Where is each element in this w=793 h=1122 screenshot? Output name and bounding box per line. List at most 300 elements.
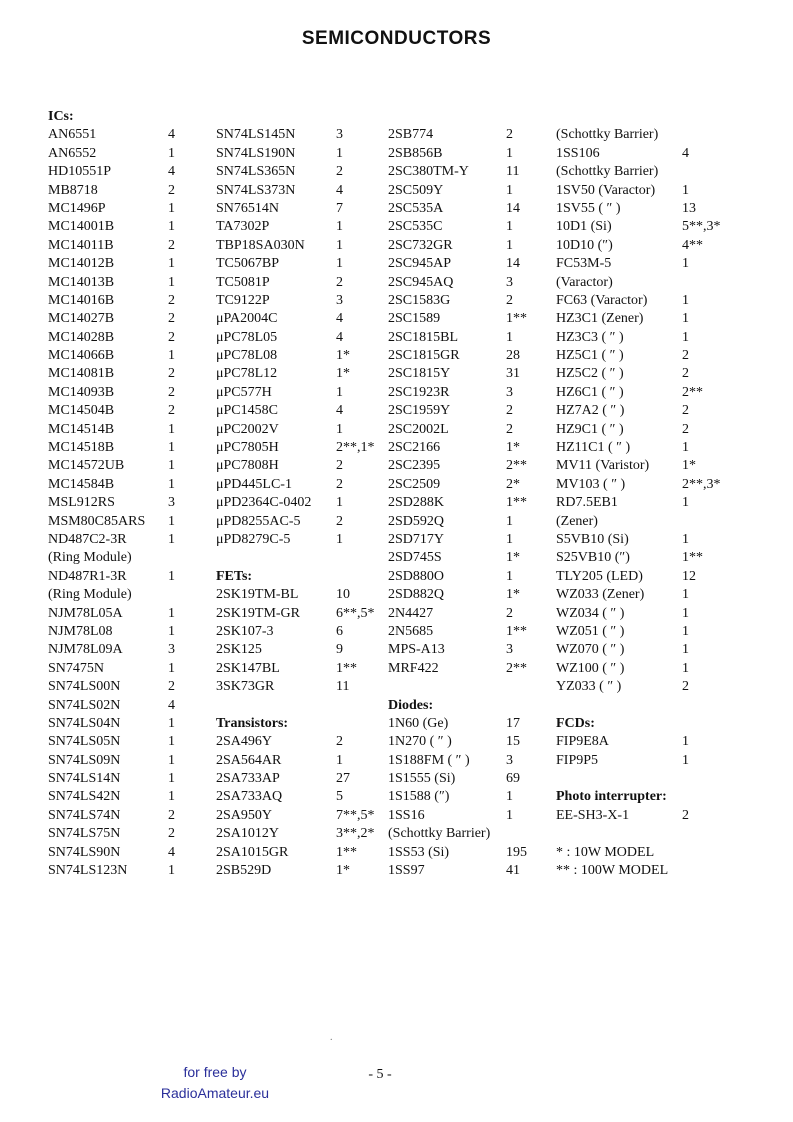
part-row — [48, 531, 198, 549]
part-quantity: 28 — [506, 348, 520, 364]
part-row — [48, 310, 198, 328]
part-name: MC14011B — [48, 237, 114, 253]
part-row — [216, 200, 386, 218]
part-name: (Ring Module) — [48, 587, 132, 603]
part-row — [556, 660, 781, 678]
part-row — [388, 788, 553, 806]
part-row — [48, 218, 198, 236]
part-name: μPC78L12 — [216, 366, 278, 382]
part-row — [556, 108, 781, 126]
part-quantity: 1 — [506, 145, 513, 161]
part-quantity: 15 — [506, 734, 520, 750]
part-name: SN74LS00N — [48, 679, 121, 695]
part-row — [216, 145, 386, 163]
part-row — [388, 586, 553, 604]
part-quantity: 3 — [506, 274, 513, 290]
part-quantity: 27 — [336, 771, 350, 787]
part-row — [216, 237, 386, 255]
part-quantity: 4 — [168, 844, 175, 860]
part-row — [48, 697, 198, 715]
part-name: TC5081P — [216, 274, 270, 290]
part-quantity: 1 — [168, 440, 175, 456]
part-row — [48, 513, 198, 531]
part-name: NJM78L05A — [48, 605, 123, 621]
part-quantity: 1* — [682, 458, 696, 474]
part-quantity: 1 — [336, 219, 343, 235]
part-name: μPC577H — [216, 384, 272, 400]
part-row — [48, 457, 198, 475]
part-quantity: 6 — [336, 623, 343, 639]
part-quantity: 2* — [506, 476, 520, 492]
part-row — [48, 274, 198, 292]
part-row — [388, 218, 553, 236]
part-row — [216, 494, 386, 512]
part-quantity: 1 — [336, 752, 343, 768]
part-quantity: 1 — [168, 274, 175, 290]
part-row — [216, 825, 386, 843]
part-name: 2SC2395 — [388, 458, 441, 474]
part-quantity: 1 — [336, 256, 343, 272]
part-name: (Schottky Barrier) — [556, 127, 659, 143]
part-name: 2SC2002L — [388, 421, 449, 437]
part-row — [388, 310, 553, 328]
part-name: 1SS97 — [388, 863, 425, 879]
part-name: 2SA733AQ — [216, 789, 283, 805]
part-name: SN74LS74N — [48, 807, 121, 823]
part-name: HZ6C1 ( ″ ) — [556, 384, 624, 400]
part-name: SN74LS75N — [48, 826, 121, 842]
part-name: MC14504B — [48, 403, 115, 419]
part-name: SN74LS14N — [48, 771, 121, 787]
part-row — [556, 825, 781, 843]
part-row — [388, 126, 553, 144]
part-quantity: 1 — [168, 348, 175, 364]
part-row — [556, 439, 781, 457]
part-name: MC14012B — [48, 256, 115, 272]
part-quantity: 1 — [168, 513, 175, 529]
part-name: TC9122P — [216, 292, 270, 308]
part-row — [556, 255, 781, 273]
part-name: MC14572UB — [48, 458, 125, 474]
part-row — [48, 476, 198, 494]
part-quantity: 2 — [506, 421, 513, 437]
part-quantity: 1 — [682, 660, 689, 676]
part-name: MC1496P — [48, 200, 106, 216]
part-name: YZ033 ( ″ ) — [556, 679, 622, 695]
part-row — [216, 292, 386, 310]
part-name: SN74LS42N — [48, 789, 121, 805]
part-name: 2SC945AQ — [388, 274, 454, 290]
part-row — [216, 457, 386, 475]
part-name: 2SC732GR — [388, 237, 453, 253]
part-name: 2SB529D — [216, 863, 272, 879]
part-row — [48, 825, 198, 843]
part-row — [556, 182, 781, 200]
part-quantity: 2 — [506, 403, 513, 419]
part-row — [388, 365, 553, 383]
part-row — [388, 200, 553, 218]
part-name: HZ11C1 ( ″ ) — [556, 440, 631, 456]
part-row — [556, 678, 781, 696]
part-row — [388, 641, 553, 659]
part-row — [388, 660, 553, 678]
part-name: RD7.5EB1 — [556, 495, 618, 511]
part-quantity: 4** — [682, 237, 703, 253]
part-name: 2SC945AP — [388, 256, 452, 272]
part-name: 2SC1815GR — [388, 348, 460, 364]
part-quantity: 1 — [168, 734, 175, 750]
part-name: HZ3C1 (Zener) — [556, 311, 644, 327]
part-name: MB8718 — [48, 182, 98, 198]
part-name: SN74LS123N — [48, 863, 128, 879]
part-quantity: 2 — [506, 605, 513, 621]
part-name: MC14093B — [48, 384, 115, 400]
part-quantity: 1 — [506, 789, 513, 805]
part-quantity: 69 — [506, 771, 520, 787]
part-name: 1S1555 (Si) — [388, 771, 456, 787]
part-name: 2SC1583G — [388, 292, 451, 308]
part-row — [388, 825, 553, 843]
part-quantity: 10 — [336, 587, 350, 603]
part-row — [388, 807, 553, 825]
part-quantity: 2 — [336, 164, 343, 180]
part-row — [48, 586, 198, 604]
part-name: 2SA1012Y — [216, 826, 280, 842]
part-quantity: 1 — [682, 292, 689, 308]
part-row — [216, 660, 386, 678]
section-heading: ICs: — [48, 109, 74, 124]
part-quantity: 2 — [168, 807, 175, 823]
part-name: 1S188FM ( ″ ) — [388, 752, 470, 768]
part-name: SN74LS373N — [216, 182, 296, 198]
part-row — [556, 586, 781, 604]
part-name: S5VB10 (Si) — [556, 531, 629, 547]
part-quantity: 1 — [682, 623, 689, 639]
part-quantity: 1* — [336, 348, 350, 364]
part-quantity: 2 — [336, 274, 343, 290]
part-quantity: 2 — [168, 329, 175, 345]
part-row — [48, 862, 198, 880]
part-quantity: 1* — [506, 550, 520, 566]
part-name: 1N270 ( ″ ) — [388, 734, 452, 750]
part-quantity: 2 — [168, 366, 175, 382]
part-quantity: 1 — [682, 311, 689, 327]
part-quantity: 3 — [336, 127, 343, 143]
part-row — [48, 623, 198, 641]
part-row — [216, 513, 386, 531]
part-row — [556, 549, 781, 567]
part-quantity: 1** — [506, 495, 527, 511]
part-quantity: 1* — [506, 587, 520, 603]
part-quantity: 1 — [336, 145, 343, 161]
part-quantity: 1** — [506, 311, 527, 327]
part-quantity: 1* — [506, 440, 520, 456]
part-name: HZ5C1 ( ″ ) — [556, 348, 624, 364]
part-name: 2SD745S — [388, 550, 442, 566]
part-quantity: 7**,5* — [336, 807, 375, 823]
part-name: 1SS53 (Si) — [388, 844, 450, 860]
part-name: 1SS106 — [556, 145, 600, 161]
part-quantity: 195 — [506, 844, 527, 860]
part-name: MC14013B — [48, 274, 115, 290]
part-name: 2SK107-3 — [216, 623, 274, 639]
part-name: 2SK19TM-GR — [216, 605, 301, 621]
part-name: NJM78L09A — [48, 642, 123, 658]
part-name: 2SC380TM-Y — [388, 164, 469, 180]
part-row — [388, 531, 553, 549]
part-row — [388, 329, 553, 347]
part-quantity: 9 — [336, 642, 343, 658]
part-quantity: 2** — [506, 458, 527, 474]
part-quantity: 14 — [506, 256, 520, 272]
section-heading: Diodes: — [388, 697, 434, 713]
part-row — [216, 108, 386, 126]
part-name: 2SC509Y — [388, 182, 444, 198]
part-row — [216, 605, 386, 623]
part-row — [556, 568, 781, 586]
part-row — [48, 402, 198, 420]
part-quantity: 2**,3* — [682, 476, 721, 492]
part-name: HZ9C1 ( ″ ) — [556, 421, 624, 437]
part-quantity: 2 — [336, 734, 343, 750]
part-quantity: 11 — [506, 164, 520, 180]
part-row — [556, 218, 781, 236]
part-row — [556, 200, 781, 218]
part-name: MSL912RS — [48, 495, 115, 511]
part-row — [216, 182, 386, 200]
part-row — [388, 733, 553, 751]
part-row — [556, 476, 781, 494]
part-row — [388, 844, 553, 862]
part-row — [556, 844, 781, 862]
part-quantity: 1 — [506, 329, 513, 345]
part-name: WZ034 ( ″ ) — [556, 605, 625, 621]
part-row — [388, 549, 553, 567]
part-name: MSM80C85ARS — [48, 513, 146, 529]
part-row — [216, 623, 386, 641]
part-quantity: 2 — [168, 182, 175, 198]
part-name: * : 10W MODEL — [556, 844, 655, 860]
part-quantity: 1 — [506, 219, 513, 235]
part-name: MC14027B — [48, 311, 115, 327]
part-row — [216, 678, 386, 696]
part-row — [48, 770, 198, 788]
part-quantity: 1 — [168, 623, 175, 639]
part-name: HZ7A2 ( ″ ) — [556, 403, 625, 419]
part-quantity: 3 — [506, 642, 513, 658]
part-name: 1SV50 (Varactor) — [556, 182, 656, 198]
part-name: MC14514B — [48, 421, 115, 437]
part-row — [216, 218, 386, 236]
part-row — [216, 347, 386, 365]
part-row — [216, 862, 386, 880]
part-quantity: 1 — [506, 568, 513, 584]
part-quantity: 2 — [336, 458, 343, 474]
part-row — [388, 237, 553, 255]
part-quantity: 2 — [336, 513, 343, 529]
part-quantity: 4 — [336, 329, 343, 345]
part-row — [216, 752, 386, 770]
part-quantity: 1 — [168, 752, 175, 768]
part-quantity: 1 — [682, 329, 689, 345]
part-quantity: 1** — [336, 660, 357, 676]
part-quantity: 3 — [506, 752, 513, 768]
part-row — [48, 384, 198, 402]
part-quantity: 1 — [506, 182, 513, 198]
part-name: (Zener) — [556, 513, 598, 529]
part-row — [216, 549, 386, 567]
part-quantity: 1 — [168, 200, 175, 216]
part-name: ND487R1-3R — [48, 568, 127, 584]
part-row — [216, 126, 386, 144]
part-quantity: 1 — [168, 458, 175, 474]
part-quantity: 1 — [168, 256, 175, 272]
part-quantity: 1 — [682, 605, 689, 621]
part-row — [388, 384, 553, 402]
part-name: (Schottky Barrier) — [388, 826, 491, 842]
part-name: μPC1458C — [216, 403, 278, 419]
part-quantity: 1 — [168, 219, 175, 235]
part-quantity: 2 — [682, 679, 689, 695]
part-row — [388, 255, 553, 273]
part-quantity: 2**,1* — [336, 440, 375, 456]
part-name: 2N5685 — [388, 623, 434, 639]
part-row — [556, 145, 781, 163]
part-row — [48, 182, 198, 200]
part-row — [48, 200, 198, 218]
part-name: TBP18SA030N — [216, 237, 305, 253]
part-quantity: 2 — [168, 311, 175, 327]
part-row — [48, 807, 198, 825]
parts-column-4 — [556, 108, 781, 880]
part-quantity: 1 — [682, 531, 689, 547]
part-name: MPS-A13 — [388, 642, 445, 658]
part-name: AN6551 — [48, 127, 97, 143]
part-quantity: 4 — [336, 311, 343, 327]
part-row — [48, 163, 198, 181]
part-quantity: 2 — [168, 826, 175, 842]
part-name: MC14066B — [48, 348, 115, 364]
part-quantity: 2 — [682, 403, 689, 419]
part-quantity: 1* — [336, 366, 350, 382]
part-row — [216, 844, 386, 862]
part-quantity: 1 — [336, 237, 343, 253]
part-name: NJM78L08 — [48, 623, 113, 639]
part-name: AN6552 — [48, 145, 97, 161]
part-quantity: 12 — [682, 568, 696, 584]
part-row — [216, 733, 386, 751]
part-row — [48, 678, 198, 696]
part-quantity: 2 — [336, 476, 343, 492]
part-name: 2SB774 — [388, 127, 434, 143]
part-name: EE-SH3-X-1 — [556, 807, 630, 823]
part-row — [48, 145, 198, 163]
part-name: 2SC1959Y — [388, 403, 451, 419]
part-quantity: 1 — [682, 642, 689, 658]
part-row — [556, 531, 781, 549]
part-name: μPC2002V — [216, 421, 279, 437]
part-quantity: 1 — [682, 734, 689, 750]
part-quantity: 6**,5* — [336, 605, 375, 621]
part-row — [48, 347, 198, 365]
part-quantity: 1 — [168, 863, 175, 879]
parts-column-3 — [388, 108, 553, 880]
part-row — [216, 531, 386, 549]
part-name: 10D1 (Si) — [556, 219, 612, 235]
part-name: μPC7805H — [216, 440, 279, 456]
part-quantity: 4 — [168, 697, 175, 713]
part-quantity: 1 — [336, 384, 343, 400]
part-quantity: 1 — [682, 256, 689, 272]
part-row — [216, 163, 386, 181]
part-name: 2SC535C — [388, 219, 443, 235]
part-row — [388, 292, 553, 310]
part-name: WZ100 ( ″ ) — [556, 660, 625, 676]
part-name: μPD8279C-5 — [216, 531, 291, 547]
part-row — [216, 807, 386, 825]
part-name: TA7302P — [216, 219, 270, 235]
part-name: SN76514N — [216, 200, 280, 216]
part-row — [388, 623, 553, 641]
part-quantity: 41 — [506, 863, 520, 879]
part-name: 2SA564AR — [216, 752, 282, 768]
part-name: 3SK73GR — [216, 679, 275, 695]
part-row — [556, 605, 781, 623]
part-quantity: 2 — [682, 366, 689, 382]
part-quantity: 31 — [506, 366, 520, 382]
part-row — [388, 402, 553, 420]
part-row — [216, 310, 386, 328]
part-name: FC53M-5 — [556, 256, 612, 272]
part-row — [48, 844, 198, 862]
part-name: 2SD880O — [388, 568, 445, 584]
part-name: S25VB10 (″) — [556, 550, 630, 566]
part-row — [556, 862, 781, 880]
part-quantity: 2 — [682, 807, 689, 823]
part-row — [556, 274, 781, 292]
part-row — [556, 329, 781, 347]
part-quantity: 1 — [336, 421, 343, 437]
part-row — [388, 752, 553, 770]
part-name: WZ051 ( ″ ) — [556, 623, 625, 639]
part-quantity: 2 — [168, 403, 175, 419]
part-row — [556, 384, 781, 402]
part-name: 2SD717Y — [388, 531, 445, 547]
part-name: SN7475N — [48, 660, 105, 676]
part-row — [216, 788, 386, 806]
part-quantity: 3 — [506, 384, 513, 400]
part-quantity: 1 — [682, 587, 689, 603]
part-row — [48, 126, 198, 144]
part-quantity: 1 — [168, 771, 175, 787]
part-name: μPD445LC-1 — [216, 476, 292, 492]
part-row — [388, 457, 553, 475]
part-row — [216, 641, 386, 659]
part-quantity: 2 — [506, 292, 513, 308]
part-row — [388, 715, 553, 733]
part-quantity: 5 — [336, 789, 343, 805]
part-name: 2SC535A — [388, 200, 444, 216]
part-quantity: 1 — [168, 531, 175, 547]
source-credit — [145, 1062, 285, 1104]
section-heading: Transistors: — [216, 715, 289, 731]
part-name: MRF422 — [388, 660, 439, 676]
part-name: 2SA733AP — [216, 771, 280, 787]
part-name: SN74LS145N — [216, 127, 296, 143]
part-row — [388, 439, 553, 457]
part-quantity: 1 — [682, 182, 689, 198]
part-row — [388, 274, 553, 292]
